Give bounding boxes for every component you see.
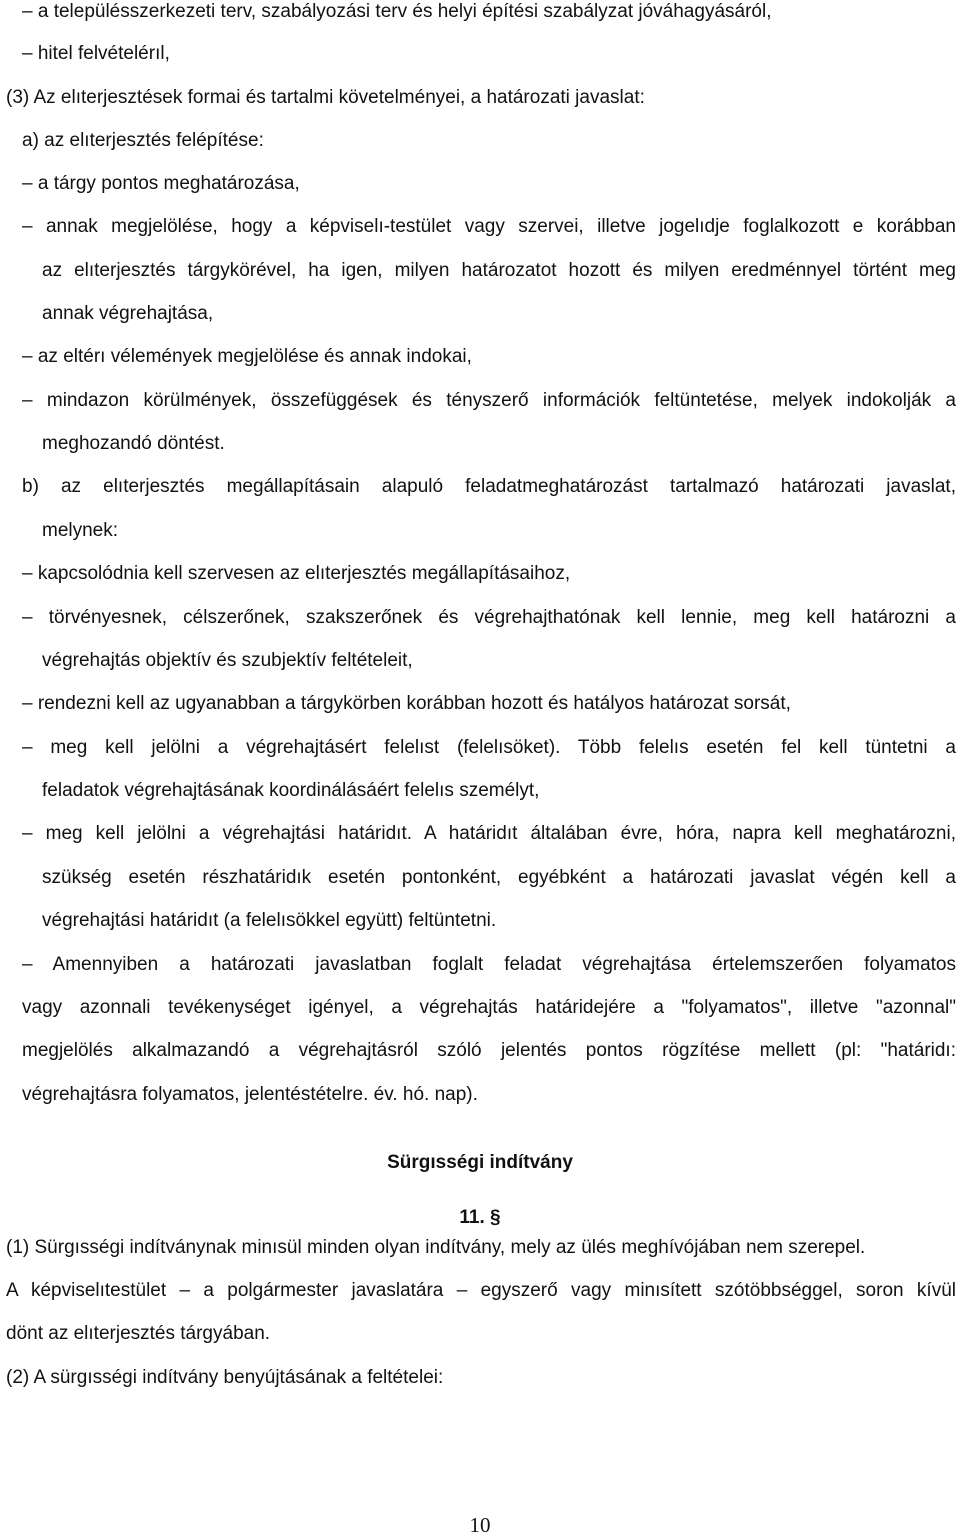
line-20: – meg kell jelölni a végrehajtási határidıt. A határidıt általában évre, hóra, napra kell meghatározni, [22, 823, 956, 844]
line-13: melynek: [42, 520, 119, 541]
line-7: az elıterjesztés tárgykörével, ha igen, milyen határozatot hozott és milyen eredménnyel történt meg [42, 260, 956, 281]
line-1: – a településszerkezeti terv, szabályozási terv és helyi építési szabályzat jóváhagyásáról, [22, 1, 772, 22]
page-number: 10 [469, 1513, 491, 1537]
line-16: végrehajtás objektív és szubjektív feltételeit, [42, 650, 413, 671]
line-25: megjelölés alkalmazandó a végrehajtásról szóló jelentés pontos rögzítése mellett (pl: "határidı: [22, 1040, 956, 1061]
line-30: (2) A sürgısségi indítvány benyújtásának a feltételei: [6, 1367, 444, 1388]
line-4: a) az elıterjesztés felépítése: [22, 130, 264, 151]
line-9: – az eltérı vélemények megjelölése és annak indokai, [22, 346, 472, 367]
line-2: – hitel felvételérıl, [22, 43, 170, 64]
section-number: 11. § [459, 1207, 501, 1228]
line-6: – annak megjelölése, hogy a képviselı-testület vagy szervei, illetve jogelıdje foglalkozott e korábban [22, 216, 956, 237]
line-19: feladatok végrehajtásának koordinálásáért felelıs személyt, [42, 780, 540, 801]
line-22: végrehajtási határidıt (a felelısökkel együtt) feltüntetni. [42, 910, 497, 931]
line-11: meghozandó döntést. [42, 433, 225, 454]
line-28: A képviselıtestület – a polgármester javaslatára – egyszerő vagy minısített szótöbbséggel, soron kívül [6, 1280, 956, 1301]
line-14: – kapcsolódnia kell szervesen az elıterjesztés megállapításaihoz, [22, 563, 571, 584]
section-heading: Sürgısségi indítvány [387, 1152, 573, 1173]
line-5: – a tárgy pontos meghatározása, [22, 173, 300, 194]
line-15: – törvényesnek, célszerőnek, szakszerőnek és végrehajthatónak kell lennie, meg kell határozni a [22, 607, 956, 628]
line-3: (3) Az elıterjesztések formai és tartalmi követelményei, a határozati javaslat: [6, 87, 645, 108]
line-8: annak végrehajtása, [42, 303, 214, 324]
line-26: végrehajtásra folyamatos, jelentéstételre. év. hó. nap). [22, 1084, 478, 1105]
line-21: szükség esetén részhatáridık esetén pontonként, egyébként a határozati javaslat végén kell a [42, 867, 956, 888]
line-27: (1) Sürgısségi indítványnak minısül minden olyan indítvány, mely az ülés meghívójában nem szerepel. [6, 1237, 866, 1258]
line-29: dönt az elıterjesztés tárgyában. [6, 1323, 271, 1344]
line-23: – Amennyiben a határozati javaslatban foglalt feladat végrehajtása értelemszerően folyamatos [22, 954, 956, 975]
line-24: vagy azonnali tevékenységet igényel, a végrehajtás határidejére a "folyamatos", illetve "azonnal" [22, 997, 956, 1018]
line-17: – rendezni kell az ugyanabban a tárgykörben korábban hozott és hatályos határozat sorsát, [22, 693, 791, 714]
line-12: b) az elıterjesztés megállapításain alapuló feladatmeghatározást tartalmazó határozati javaslat, [22, 476, 956, 497]
line-18: – meg kell jelölni a végrehajtásért felelıst (felelısöket). Több felelıs esetén fel kell tüntetni a [22, 737, 956, 758]
line-10: – mindazon körülmények, összefüggések és tényszerő információk feltüntetése, melyek indokolják a [22, 390, 956, 411]
